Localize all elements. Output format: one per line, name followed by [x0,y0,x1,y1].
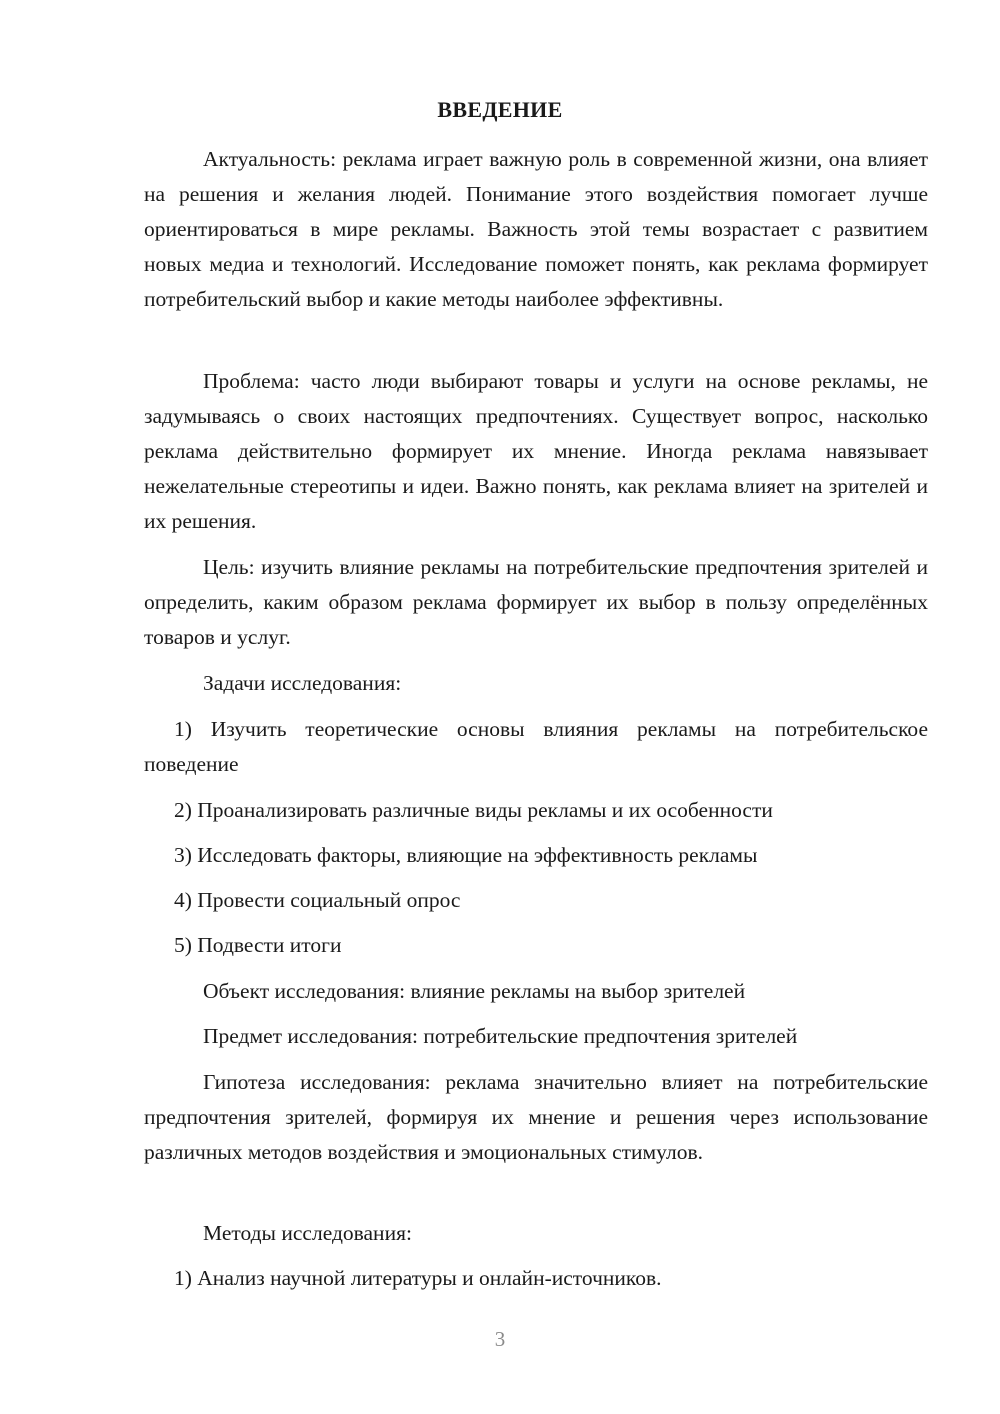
task-item-4: 4) Провести социальный опрос [174,888,461,912]
tasks-heading: Задачи исследования: [203,671,402,695]
task-item-5: 5) Подвести итоги [174,933,342,957]
page-number: 3 [494,1327,506,1351]
task-item-1: 1) Изучить теоретические основы влияния рекламы на потребительское поведение [144,717,928,776]
methods-heading: Методы исследования: [203,1221,412,1245]
relevance-paragraph: Актуальность: реклама играет важную роль в современной жизни, она влияет на решения и желания людей. Понимание этого воздействия помогает лучше ориентироваться в мире рекламы. Важность этой темы возрастает с развитием новых медиа и технологий. Исследование поможет понять, как реклама формирует потребительский выбор и какие методы наиболее эффективны. [144,147,928,311]
method-item-1: 1) Анализ научной литературы и онлайн-источников. [174,1266,662,1290]
research-object: Объект исследования: влияние рекламы на выбор зрителей [203,979,746,1003]
goal-paragraph: Цель: изучить влияние рекламы на потребительские предпочтения зрителей и определить, каким образом реклама формирует их выбор в пользу определённых товаров и услуг. [144,555,928,649]
task-item-2: 2) Проанализировать различные виды рекламы и их особенности [174,798,773,822]
research-subject: Предмет исследования: потребительские предпочтения зрителей [203,1024,798,1048]
page-title: ВВЕДЕНИЕ [437,97,563,122]
task-item-3: 3) Исследовать факторы, влияющие на эффективность рекламы [174,843,758,867]
hypothesis-paragraph: Гипотеза исследования: реклама значительно влияет на потребительские предпочтения зрителей, формируя их мнение и решения через использование различных методов воздействия и эмоциональных стимулов. [144,1070,928,1164]
problem-paragraph: Проблема: часто люди выбирают товары и услуги на основе рекламы, не задумываясь о своих настоящих предпочтениях. Существует вопрос, насколько реклама действительно формирует их мнение. Иногда реклама навязывает нежелательные стереотипы и идеи. Важно понять, как реклама влияет на зрителей и их решения. [144,369,928,533]
